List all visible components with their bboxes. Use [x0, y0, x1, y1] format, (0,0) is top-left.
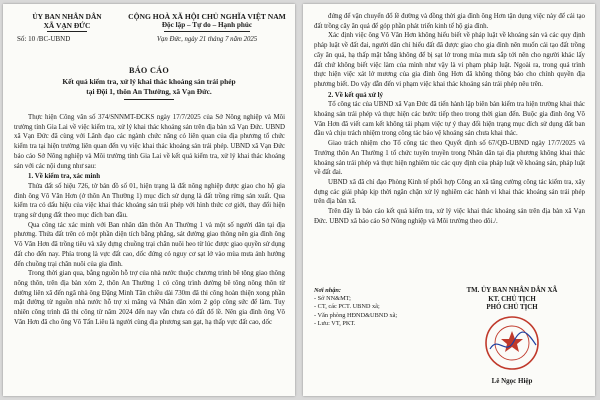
seal-graphic: [484, 315, 540, 371]
section-1-paragraph: Qua công tác xác minh với Ban nhân dân thôn An Thường 1 và một số người dân tại địa phương. Thửa đất trên có một phần diện tích bằng phẳng, sát đường giao thông nên gia đình ông Võ Văn Hơn đã trồng tiêu và xây dựng chuồng trại chăn nuôi heo từ lúc được giao quyền sử dụng đất cho đến nay. Phía trong là vực đất cao, dốc đứng có nguy cơ sạt lở vào mùa mưa ảnh hưởng đến chuồng trại chăn nuôi của gia đình.: [14, 221, 285, 268]
title-underline: [124, 99, 174, 100]
document-number: Số: 10 /BC-UBND: [17, 35, 71, 43]
document-subject-line-2: tại Đội 1, thôn An Thường, xã Vạn Đức.: [86, 87, 212, 96]
document-title-block: [11, 65, 287, 100]
place-date: Vạn Đức, ngày 21 tháng 7 năm 2025: [156, 36, 258, 43]
signature-title: PHÓ CHỦ TỊCH: [486, 304, 538, 312]
signature-on-behalf: KT. CHỦ TỊCH: [488, 295, 536, 303]
issuing-agency-block: [11, 12, 123, 44]
page-2-body: [314, 12, 585, 226]
signer-name: Lê Ngọc Hiệp: [491, 377, 533, 385]
country-name: CỘNG HOÀ XÃ HỘI CHỦ NGHĨA VIỆT NAM: [128, 12, 286, 21]
continued-paragraph: đứng để vận chuyển đổ lề đường và đồng thời gia đình ông Hơn tận dụng việc này để cải tạo đất trồng cây ăn quả để góp phần phát triển kinh tế hộ gia đình.: [314, 13, 585, 30]
recipients-block: [314, 287, 434, 328]
national-motto: Độc lập – Tự do – Hạnh phúc: [161, 21, 253, 29]
motto-underline: [164, 31, 250, 32]
recipients-label: Nơi nhận:: [314, 287, 342, 294]
section-1-paragraph: Trong thời gian qua, bằng nguồn hỗ trợ của nhà nước thuộc chương trình bê tông giao thông nông thôn, trên địa bàn xóm 2, thôn An Thường 1 có công trình đường bê tông nông thôn từ đường liên xã đến ngã nhà ông Đặng Minh Tân chiều dài 730m đã thi công hoàn thiện xong phần mặt đường từ nguồn nhà nước hỗ trợ xi măng và Nhân dân xóm 2 góp công sức để làm. Tuy nhiên công trình đã thi công từ năm 2024 đến nay vẫn chưa có đất đổ lề. Nên gia đình ông Võ Văn Hơn đã cho ông Võ Tấn Liêu là người cùng địa phương san gạt, hạ thấp vực đất cao, dốc: [14, 270, 285, 326]
section-2-paragraph: UBND xã đã chỉ đạo Phòng Kinh tế phối hợp Công an xã tăng cường công tác kiểm tra, xây dựng các giải pháp kịp thời ngăn chặn xử lý nghiêm các hành vi khai thác khoáng sản trái phép trên địa bàn xã.: [314, 178, 585, 206]
agency-name: ỦY BAN NHÂN DÂN: [32, 12, 102, 21]
signature-authority: TM. ỦY BAN NHÂN DÂN XÃ: [466, 287, 558, 294]
recipient-item: - Lưu: VT, PKT.: [314, 319, 356, 327]
section-2-paragraph: Giao trách nhiệm cho Tổ công tác theo Quyết định số 67/QĐ-UBND ngày 17/7/2025 và Trưởng thôn An Thường 1 tổ chức tuyên truyền trong Nhân dân tại địa phương không khai thác khoáng sản trái phép và thực hiện nghiêm túc các quy định của pháp luật về khoáng sản, pháp luật về đất đai.: [314, 140, 585, 177]
recipient-item: - CT, các PCT. UBND xã;: [314, 303, 380, 311]
document-subject-line-1: Kết quả kiểm tra, xử lý khai thác khoáng sản trái phép: [62, 77, 236, 86]
recipient-item: - Văn phòng HĐND&UBND xã;: [314, 311, 398, 319]
section-2-paragraph: Tổ công tác của UBND xã Vạn Đức đã tiến hành lập biên bản kiểm tra hiện trường khai thác khoáng sản trái phép và thực hiện các bước tiếp theo trong thời gian đến. Buộc gia đình ông Võ Văn Hơn đã viết cam kết không tái phạm việc tự ý thay đổi hiện trạng mục đích sử dụng đất ban đầu và chịu trách nhiệm trong công tác bảo vệ khoáng sản chưa khai thác.: [314, 101, 585, 138]
document-header: [11, 12, 287, 60]
official-seal-icon: [484, 315, 540, 371]
section-1-paragraph: Thửa đất số hiệu 726, tờ bản đồ số 01, hiện trạng là đất nông nghiệp được giao cho hộ gia đình ông Võ Văn Hơn (ở thôn An Thường 1) mục đích sử dụng là đất trồng rừng sản xuất. Qua kiểm tra có dấu hiệu của việc khai thác khoáng sản trái phép với hình thức cơ giới, thay đổi hiện trạng sử dụng đất theo mục đích ban đầu.: [14, 182, 285, 220]
section-2-heading: 2. Về kết quả xử lý: [328, 91, 383, 99]
section-1-heading: 1. Về kiểm tra, xác minh: [28, 173, 101, 181]
finding-paragraph: Xác định việc ông Võ Văn Hơn không hiểu biết về pháp luật về khoáng sản và các quy định pháp luật về đất đai, người dân chỉ hiểu đất đã được giao cho gia đình nên muốn cải tạo đất trồng cây ăn quả, hạ thấp mặt bằng không để bị sạt lở trong mùa mưa sắp tới nên cho người khác lấy đất chứ không biết việc làm của mình như vậy là vi phạm pháp luật. Ngoài ra, trong quá trình thực hiện việc xát lở mương của gia đình ông Hơn đã không thông báo cho chính quyền địa phương biết. Do vậy dẫn đến vi phạm việc khai thác khoáng sản trái phép nêu trên.: [314, 32, 585, 88]
signature-block: [437, 287, 587, 371]
document-footer: [314, 287, 587, 392]
closing-paragraph: Trên đây là báo cáo kết quả kiểm tra, xử lý việc khai thác khoáng sản trên địa bàn xã Vạn Đức. UBND xã báo cáo Sở Nông nghiệp và Môi trường theo dõi./.: [314, 208, 585, 225]
agency-underline: [47, 31, 87, 32]
national-header-block: [127, 12, 287, 44]
document-page-1: [3, 4, 295, 396]
agency-subname: XÃ VẠN ĐỨC: [43, 21, 91, 30]
document-type: BÁO CÁO: [128, 66, 170, 75]
intro-paragraph: Thực hiện Công văn số 374/SNNMT-ĐCKS ngày 17/7/2025 của Sở Nông nghiệp và Môi trường tỉnh Gia Lai về việc kiểm tra, xử lý khai thác khoáng sản trên địa bàn xã Vạn Đức. UBND xã Vạn Đức đã cùng với Lãnh đạo các ngành chức năng có liên quan của địa phương tổ chức kiểm tra tại hiện trường liên quan đến vụ việc khai thác khoáng sản trái phép. UBND xã Vạn Đức báo cáo Sở Nông nghiệp và Môi trường tỉnh Gia Lai về kết quả kiểm tra, xử lý khai thác khoáng sản với các nội dung như sau:: [14, 114, 285, 170]
document-page-2: [303, 4, 595, 396]
recipient-item: - Sở NN&MT;: [314, 295, 351, 303]
page-1-body: [14, 113, 285, 327]
